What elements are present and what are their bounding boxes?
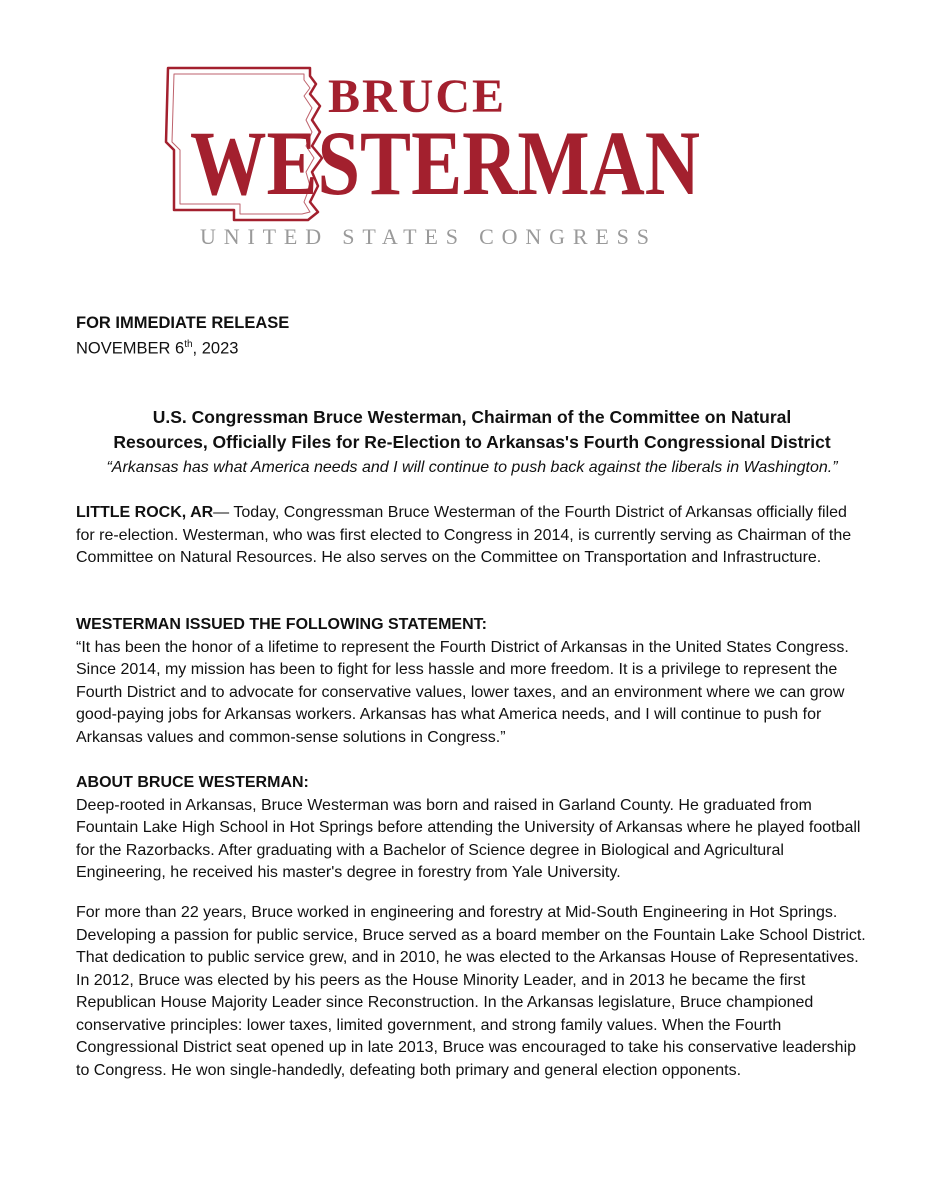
release-label: FOR IMMEDIATE RELEASE — [76, 314, 290, 332]
headline-line-2: Resources, Officially Files for Re-Election to Arkansas's Fourth Congressional District — [113, 432, 831, 452]
headline-line-1: U.S. Congressman Bruce Westerman, Chairman of the Committee on Natural — [152, 407, 792, 427]
statement-text: “It has been the honor of a lifetime to represent the Fourth District of Arkansas in the United States Congress. Since 2014, my mission has been to fight for less hassle and more freedom. It is a privilege to represent the Fourth District and to advocate for conservative values, lower taxes, and an environment where we can grow good-paying jobs for Arkansas workers. Arkansas has what America needs, and I will continue to push for Arkansas values and common-sense solutions in Congress.” — [76, 638, 849, 746]
release-date-suffix: th — [184, 339, 193, 350]
headline-quote: “Arkansas has what America needs and I will continue to push back against the liberals in Washington.” — [106, 459, 838, 476]
dateline: LITTLE ROCK, AR — [76, 504, 214, 521]
intro-paragraph — [76, 502, 866, 570]
about-paragraph-2: For more than 22 years, Bruce worked in engineering and forestry at Mid-South Engineering in Hot Springs. Developing a passion for public service, Bruce served as a board member on the Fountain Lake School District. That dedication to public service grew, and in 2010, he was elected to the Arkansas House of Representatives. In 2012, Bruce was elected by his peers as the House Minority Leader, and in 2013 he became the first Republican House Majority Leader since Reconstruction. In the Arkansas legislature, Bruce championed conservative principles: lower taxes, limited government, and strong family values. When the Fourth Congressional District seat opened up in late 2013, Bruce was encouraged to take his conservative leadership to Congress. He won single-handedly, defeating both primary and general election opponents. — [76, 904, 866, 1079]
statement-heading: WESTERMAN ISSUED THE FOLLOWING STATEMENT: — [76, 616, 487, 633]
logo-name-main: WESTERMAN — [190, 112, 700, 214]
intro-text: — Today, Congressman Bruce Westerman of the Fourth District of Arkansas officially filed for re-election. Westerman, who was first elected to Congress in 2014, is currently serving as Chairman of the Committee on Natural Resources. He also serves on the Committee on Transportation and Infrastructure. — [76, 504, 852, 566]
about-paragraph-1: Deep-rooted in Arkansas, Bruce Westerman was born and raised in Garland County. He graduated from Fountain Lake High School in Hot Springs before attending the University of Arkansas where he played football for the Razorbacks. After graduating with a Bachelor of Science degree in Biological and Agricultural Engineering, he received his master's degree in forestry from Yale University. — [76, 796, 861, 881]
release-date — [76, 334, 876, 360]
release-info — [76, 312, 876, 360]
logo-graphic — [160, 62, 720, 262]
logo-name-top: BRUCE — [328, 70, 507, 123]
release-date-rest: , 2023 — [192, 339, 239, 358]
about-section — [76, 772, 866, 885]
release-date-prefix: NOVEMBER 6 — [76, 339, 185, 358]
campaign-logo — [160, 62, 720, 262]
about-heading: ABOUT BRUCE WESTERMAN: — [76, 774, 309, 791]
statement-section — [76, 614, 866, 749]
headline — [62, 405, 882, 455]
logo-tagline: UNITED STATES CONGRESS — [200, 224, 655, 249]
